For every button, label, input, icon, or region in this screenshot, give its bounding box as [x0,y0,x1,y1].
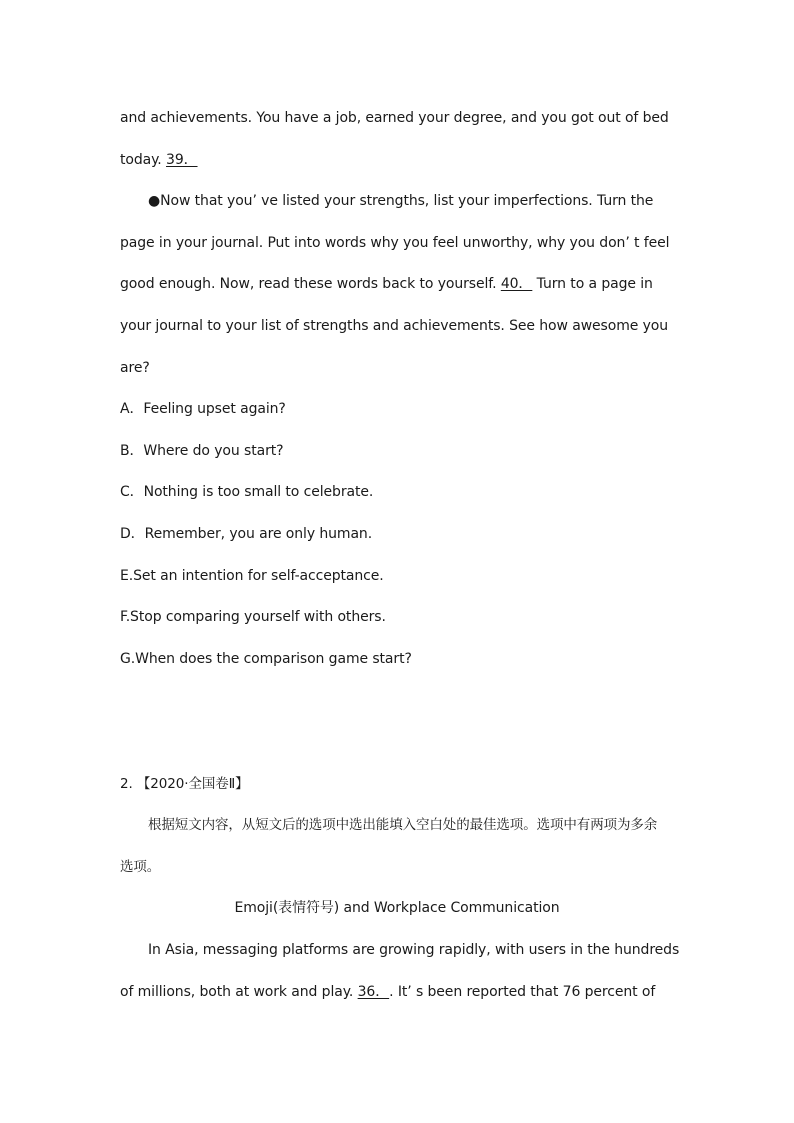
passage-text: good enough. Now, read these words back to yourself. [120,276,501,292]
option-e: E.Set an intention for self-acceptance. [120,568,384,584]
option-d: D．Remember, you are only human. [120,526,373,542]
passage-line [120,982,680,1002]
passage-text: of millions, both at work and play. [120,984,358,1000]
passage-line: page in your journal. Put into words why you feel unworthy, why you don’ t feel [120,235,670,251]
option-a: A．Feeling upset again? [120,401,286,417]
passage-text: today. [120,152,167,168]
passage-line: your journal to your list of strengths and achievements. See how awesome you [120,318,669,334]
instruction-line: 选项。 [120,859,161,875]
passage-line: ●Now that you’ ve listed your strengths, list your imperfections. Turn the [148,193,654,209]
passage-line: and achievements. You have a job, earned your degree, and you got out of bed [120,110,669,126]
answer-blank-36[interactable]: 36． [357,984,390,1000]
passage-line: In Asia, messaging platforms are growing rapidly, with users in the hundreds [148,942,680,958]
question-number: 2. [120,776,133,792]
answer-blank-39[interactable]: 39． [166,152,198,168]
answer-blank-40[interactable]: 40． [500,276,533,292]
instruction-line: 根据短文内容，从短文后的选项中选出能填入空白处的最佳选项。选项中有两项为多余 [148,817,658,833]
question-source: 【2020·全国卷Ⅱ】 [136,776,249,792]
option-c: C．Nothing is too small to celebrate. [120,484,374,500]
passage-line [120,274,680,294]
option-b: B．Where do you start? [120,443,284,459]
passage-title: Emoji(表情符号) and Workplace Communication [234,900,560,916]
passage-text: . It’ s been reported that 76 percent of [389,984,656,1000]
passage-line: are? [120,360,150,376]
option-f: F.Stop comparing yourself with others. [120,609,386,625]
passage-line [120,150,680,170]
question-header [120,774,680,794]
option-g: G.When does the comparison game start? [120,651,412,667]
passage-text: Turn to a page in [532,276,653,292]
